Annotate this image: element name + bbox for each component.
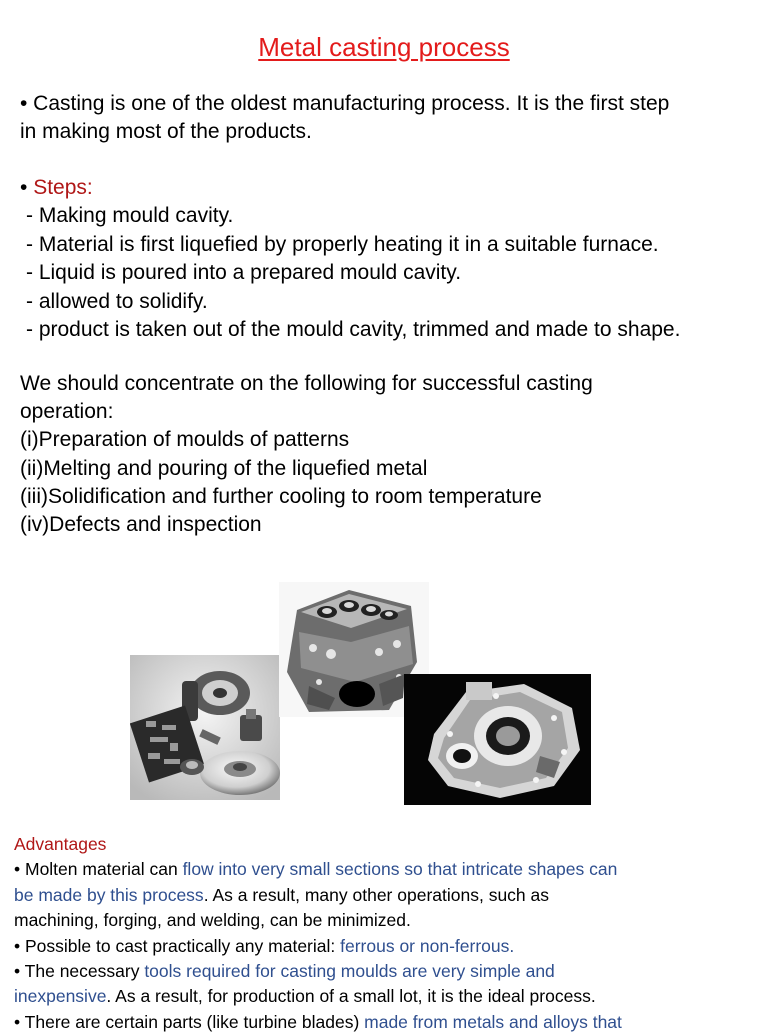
advantages-heading: Advantages bbox=[14, 834, 107, 854]
gearbox-housing-photo bbox=[404, 674, 591, 805]
step-item: - Liquid is poured into a prepared mould cavity. bbox=[26, 261, 462, 285]
step-item: - product is taken out of the mould cavity, trimmed and made to shape. bbox=[26, 318, 681, 342]
advantage-highlight: tools required for casting moulds are very simple and bbox=[144, 961, 555, 982]
page-title: Metal casting process bbox=[258, 32, 510, 62]
step-item: - Material is first liquefied by properly heating it in a suitable furnace. bbox=[26, 232, 659, 256]
intro-line: in making most of the products. bbox=[20, 120, 312, 143]
advantage-text: . As a result, for production of a small lot, it is the ideal process. bbox=[106, 986, 596, 1007]
advantage-item bbox=[14, 857, 764, 933]
advantage-item bbox=[14, 959, 764, 1010]
advantage-text: • Possible to cast practically any material: bbox=[14, 935, 341, 956]
advantage-item bbox=[14, 934, 764, 959]
focus-intro: operation: bbox=[20, 400, 114, 424]
focus-item: (ii)Melting and pouring of the liquefied metal bbox=[20, 456, 428, 480]
advantages-section bbox=[14, 832, 764, 1035]
advantage-text: • The necessary bbox=[14, 961, 145, 982]
advantage-highlight: flow into very small sections so that intricate shapes can bbox=[182, 859, 618, 880]
advantage-text: . As a result, many other operations, such as bbox=[203, 884, 550, 905]
advantage-highlight: be made by this process bbox=[14, 884, 204, 905]
steps-heading bbox=[20, 174, 765, 202]
focus-item: (iv)Defects and inspection bbox=[20, 513, 262, 537]
focus-intro: We should concentrate on the following for successful casting bbox=[20, 372, 593, 395]
intro-line: • Casting is one of the oldest manufacturing process. It is the first step bbox=[20, 92, 670, 115]
advantage-highlight: inexpensive bbox=[14, 986, 107, 1007]
bullet: • bbox=[20, 176, 28, 199]
steps-heading-text: Steps: bbox=[33, 176, 93, 199]
advantage-highlight: made from metals and alloys that bbox=[364, 1011, 622, 1032]
focus-section bbox=[20, 370, 760, 539]
intro-paragraph bbox=[20, 90, 760, 146]
steps-section bbox=[20, 174, 765, 344]
advantage-text: machining, forging, and welding, can be minimized. bbox=[14, 910, 411, 931]
advantage-text: • There are certain parts (like turbine blades) bbox=[14, 1011, 365, 1032]
advantage-highlight: ferrous or non-ferrous. bbox=[340, 935, 515, 956]
step-item: - allowed to solidify. bbox=[26, 289, 208, 313]
focus-item: (i)Preparation of moulds of patterns bbox=[20, 428, 350, 452]
advantage-text: • Molten material can bbox=[14, 859, 183, 880]
step-item: - Making mould cavity. bbox=[26, 204, 234, 228]
focus-item: (iii)Solidification and further cooling to room temperature bbox=[20, 484, 542, 508]
cast-parts-photo bbox=[130, 655, 280, 800]
advantage-item bbox=[14, 1010, 764, 1035]
